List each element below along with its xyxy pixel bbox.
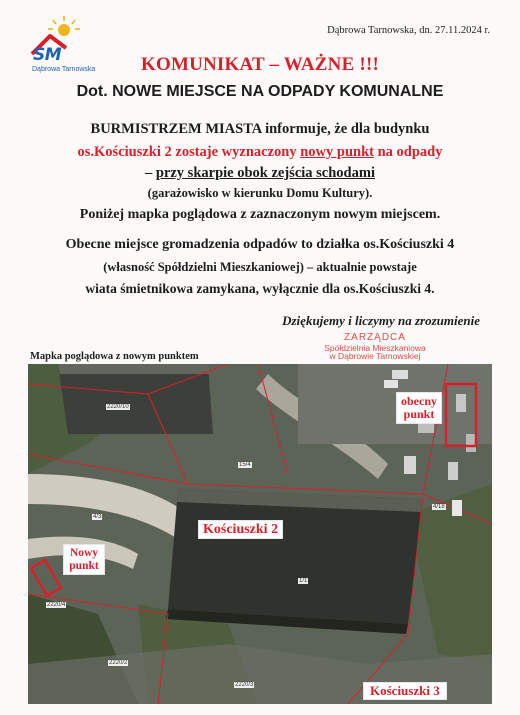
parcel-label: 2220/2 (109, 660, 128, 666)
parcel-label: 2220/4 (47, 602, 66, 608)
mayor-text: BURMISTRZEM MIASTA (90, 121, 262, 137)
body-line-8: wiata śmietnikowa zamykana, wyłącznie dla os.Kościuszki 4. (85, 281, 435, 296)
body-line-3 (0, 165, 520, 182)
body-line-2 (0, 144, 520, 161)
sun-icon (48, 16, 80, 36)
logo-brand: SM (33, 45, 62, 65)
stamp-line-3: w Dąbrowie Tarnowskiej (329, 351, 421, 362)
body-line-5: Poniżej mapka poglądowa z zaznaczonym nowym miejscem. (79, 207, 441, 222)
designation-text: os.Kościuszki 2 zostaje wyznaczony (77, 144, 301, 160)
parcel-label: 2220/10 (107, 404, 129, 410)
thanks-text: Dziękujemy i liczymy na zrozumienie (282, 313, 480, 328)
waste-text: na odpady (373, 144, 443, 160)
body-line-1 (0, 121, 520, 138)
parcel-label: 4/18 (433, 504, 445, 510)
parcel-label: 2220/3 (235, 682, 254, 688)
date-line: Dąbrowa Tarnowska, dn. 27.11.2024 r. (327, 25, 490, 36)
body-line-4: (garażowisko w kierunku Domu Kultury). (147, 186, 373, 200)
location-text: przy skarpie obok zejścia schodami (155, 165, 375, 181)
overview-map (28, 364, 492, 704)
building-label-kosciuszki-2: Kościuszki 2 (198, 520, 283, 539)
stamp-line-1: ZARZĄDCA (344, 332, 406, 343)
new-point-text: nowy punkt (300, 144, 374, 160)
dash-text: – (145, 165, 156, 181)
stamp-line-2: Spółdzielnia Mieszkaniowa (324, 342, 426, 353)
parcel-label: 15/4 (239, 462, 251, 468)
parcel-label: 4/3 (93, 514, 102, 520)
map-caption: Mapka poglądowa z nowym punktem (30, 351, 199, 362)
notice-subtitle: Dot. NOWE MIEJSCE NA ODPADY KOMUNALNE (76, 83, 444, 100)
informs-text: informuje, że dla budynku (261, 121, 430, 137)
body-line-7: (własność Spółdzielni Mieszkaniowej) – aktualnie powstaje (103, 260, 417, 274)
new-point-label: Nowy punkt (63, 544, 105, 575)
body-line-6: Obecne miejsce gromadzenia odpadów to działka os.Kościuszki 4 (65, 237, 455, 252)
logo-subtitle: Dąbrowa Tarnowska (32, 66, 96, 73)
administrator-stamp (280, 333, 470, 361)
parcel-label: 1/1 (299, 578, 308, 584)
building-label-kosciuszki-3: Kościuszki 3 (363, 682, 447, 700)
current-point-label: obecny punkt (396, 392, 442, 424)
notice-title: KOMUNIKAT – WAŻNE !!! (140, 54, 380, 75)
